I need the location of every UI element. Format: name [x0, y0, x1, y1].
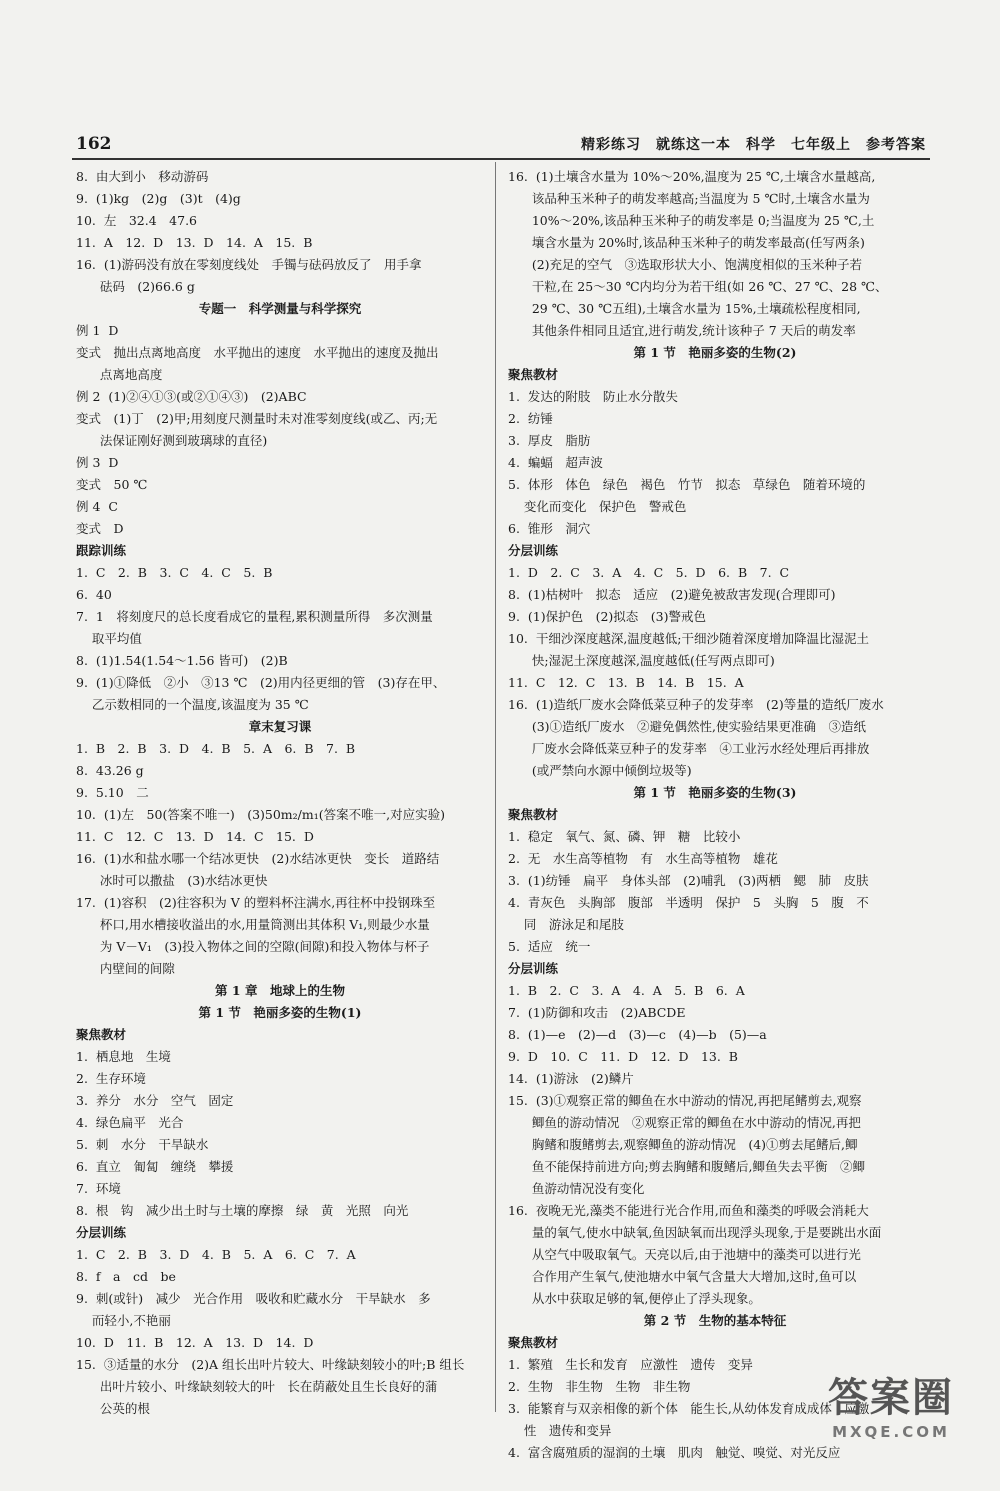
section-label: 聚焦教材 — [508, 1335, 559, 1350]
book-title: 精彩练习 就练这一本 科学 七年级上 参考答案 — [581, 137, 926, 153]
answer-line: 16. (1)游码没有放在零刻度线处 手镯与砝码放反了 用手拿 — [76, 257, 422, 272]
left-column — [76, 166, 484, 1420]
answer-line: 6. 直立 匍匐 缠绕 攀援 — [76, 1159, 234, 1174]
answer-line: 7. (1)防御和攻击 (2)ABCDE — [508, 1005, 686, 1020]
answer-line: 11. C 12. C 13. B 14. B 15. A — [508, 675, 744, 690]
answer-line: 内壁间的间隙 — [76, 961, 175, 976]
answer-line: 该品种玉米种子的萌发率越高;当温度为 5 ℃时,土壤含水量为 — [508, 191, 870, 206]
answer-line: 4. 蝙蝠 超声波 — [508, 455, 603, 470]
answer-line: 1. B 2. B 3. D 4. B 5. A 6. B 7. B — [76, 741, 356, 756]
answer-line: 变式 (1)丁 (2)甲;用刻度尺测量时未对准零刻度线(或乙、丙;无 — [76, 411, 438, 426]
answer-line: 1. 发达的附肢 防止水分散失 — [508, 389, 678, 404]
answer-line: 9. (1)kg (2)g (3)t (4)g — [76, 191, 241, 206]
answer-line: 例 1 D — [76, 323, 119, 338]
answer-line: 1. C 2. B 3. D 4. B 5. A 6. C 7. A — [76, 1247, 356, 1262]
answer-line: 鱼不能保持前进方向;剪去胸鳍和腹鳍后,鲫鱼失去平衡 ②鲫 — [508, 1159, 866, 1174]
answer-line: 壤含水量为 20%时,该品种玉米种子的萌发率最高(任写两条) — [508, 235, 865, 250]
answer-line: 11. A 12. D 13. D 14. A 15. B — [76, 235, 313, 250]
answer-line: 厂废水会降低菜豆种子的发芽率 ④工业污水经处理后再排放 — [508, 741, 870, 756]
answer-line: 变式 D — [76, 521, 124, 536]
answer-line: 点离地高度 — [76, 367, 163, 382]
answer-line: 5. 适应 统一 — [508, 939, 591, 954]
watermark-title: 答案圈 — [828, 1375, 954, 1421]
answer-line: 胸鳍和腹鳍剪去,观察鲫鱼的游动情况 (4)①剪去尾鳍后,鲫 — [508, 1137, 858, 1152]
answer-line: 7. 环境 — [76, 1181, 121, 1196]
answer-line: 16. (1)土壤含水量为 10%～20%,温度为 25 ℃,土壤含水量越高, — [508, 169, 876, 184]
answer-line: 鲫鱼的游动情况 ②观察正常的鲫鱼在水中游动的情况,再把 — [508, 1115, 861, 1130]
answer-line: 干粒,在 25～30 ℃内均分为若干组(如 26 ℃、27 ℃、28 ℃、 — [508, 279, 888, 294]
answer-line: 1. 栖息地 生境 — [76, 1049, 171, 1064]
answer-line: 8. (1)—e (2)—d (3)—c (4)—b (5)—a — [508, 1027, 767, 1042]
answer-line: 法保证刚好测到玻璃球的直径) — [76, 433, 268, 448]
answer-line: 乙示数相同的一个温度,该温度为 35 ℃ — [76, 697, 309, 712]
section-label: 分层训练 — [508, 961, 559, 976]
answer-line: 砝码 (2)66.6 g — [76, 279, 195, 294]
answer-line: 4. 绿色扁平 光合 — [76, 1115, 184, 1130]
answer-line: 其他条件相同且适宜,进行萌发,统计该种子 7 天后的萌发率 — [508, 323, 856, 338]
answer-line: 快;湿泥土深度越深,温度越低(任写两点即可) — [508, 653, 775, 668]
answer-line: 冰时可以撒盐 (3)水结冰更快 — [76, 873, 268, 888]
header-rule — [72, 158, 930, 160]
answer-line: 6. 锥形 洞穴 — [508, 521, 591, 536]
section-label: 分层训练 — [76, 1225, 127, 1240]
answer-line: 10%～20%,该品种玉米种子的萌发率是 0;当温度为 25 ℃,土 — [508, 213, 875, 228]
answer-line: 为 V－V₁ (3)投入物体之间的空隙(间隙)和投入物体与杯子 — [76, 939, 430, 954]
answer-line: 9. (1)保护色 (2)拟态 (3)警戒色 — [508, 609, 706, 624]
answer-line: 29 ℃、30 ℃五组),土壤含水量为 15%,土壤疏松程度相同, — [508, 301, 861, 316]
answer-line: 例 2 (1)②④①③(或②①④③) (2)ABC — [76, 389, 307, 404]
answer-line: 3. 养分 水分 空气 固定 — [76, 1093, 234, 1108]
answer-line: 变化而变化 保护色 警戒色 — [508, 499, 687, 514]
answer-line: 5. 体形 体色 绿色 褐色 竹节 拟态 草绿色 随着环境的 — [508, 477, 866, 492]
answer-line: 而轻小,不艳丽 — [76, 1313, 171, 1328]
answer-line: (2)充足的空气 ③选取形状大小、饱满度相似的玉米种子若 — [508, 257, 863, 272]
answer-line: 合作用产生氧气,使池塘水中氧气含量大大增加,这时,鱼可以 — [508, 1269, 857, 1284]
answer-line: 16. 夜晚无光,藻类不能进行光合作用,而鱼和藻类的呼吸会消耗大 — [508, 1203, 869, 1218]
watermark-logo — [828, 1366, 954, 1441]
answer-line: 鱼游动情况没有变化 — [508, 1181, 645, 1196]
answer-line: 3. (1)纺锤 扁平 身体头部 (2)哺乳 (3)两栖 鳃 肺 皮肤 — [508, 873, 869, 888]
section-heading: 第 2 节 生物的基本特征 — [643, 1313, 787, 1328]
answer-line: 2. 纺锤 — [508, 411, 553, 426]
answer-line: 14. (1)游泳 (2)鳞片 — [508, 1071, 634, 1086]
answer-line: 8. 43.26 g — [76, 763, 144, 778]
section-heading: 第 1 节 艳丽多姿的生物(3) — [633, 785, 797, 800]
answer-line: 11. C 12. C 13. D 14. C 15. D — [76, 829, 314, 844]
answer-line: 8. 由大到小 移动游码 — [76, 169, 209, 184]
answer-line: 7. 1 将刻度尺的总长度看成它的量程,累积测量所得 多次测量 — [76, 609, 433, 624]
answer-line: 8. 根 钩 减少出土时与土壤的摩擦 绿 黄 光照 向光 — [76, 1203, 409, 1218]
page-header — [76, 126, 926, 160]
answer-line: 9. D 10. C 11. D 12. D 13. B — [508, 1049, 738, 1064]
answer-line: 量的氧气,使水中缺氧,鱼因缺氧而出现浮头现象,于是要跳出水面 — [508, 1225, 882, 1240]
answer-line: 17. (1)容积 (2)往容积为 V 的塑料杯注满水,再往杯中投钢珠至 — [76, 895, 436, 910]
answer-line: 10. 干细沙深度越深,温度越低;干细沙随着深度增加降温比湿泥土 — [508, 631, 870, 646]
answer-line: 6. 40 — [76, 587, 112, 602]
answer-line: 例 4 C — [76, 499, 118, 514]
answer-line: 性 遗传和变异 — [508, 1423, 612, 1438]
answer-line: 公英的根 — [76, 1401, 150, 1416]
answer-line: 同 游泳足和尾肢 — [508, 917, 624, 932]
answer-line: 16. (1)造纸厂废水会降低菜豆种子的发芽率 (2)等量的造纸厂废水 — [508, 697, 884, 712]
answer-line: 2. 生存环境 — [76, 1071, 146, 1086]
answer-line: 1. 稳定 氧气、氮、磷、钾 糖 比较小 — [508, 829, 741, 844]
answer-line: 8. f a cd be — [76, 1269, 176, 1284]
answer-line: 1. B 2. C 3. A 4. A 5. B 6. A — [508, 983, 745, 998]
answer-line: 3. 能繁育与双亲相像的新个体 能生长,从幼体发育成成体 应激 — [508, 1401, 870, 1416]
answer-line: 9. (1)①降低 ②小 ③13 ℃ (2)用内径更细的管 (3)存在甲、 — [76, 675, 446, 690]
answer-line: 8. (1)1.54(1.54～1.56 皆可) (2)B — [76, 653, 288, 668]
answer-line: 9. 5.10 二 — [76, 785, 149, 800]
answer-line: 例 3 D — [76, 455, 119, 470]
answer-line: 1. D 2. C 3. A 4. C 5. D 6. B 7. C — [508, 565, 790, 580]
section-label: 跟踪训练 — [76, 543, 127, 558]
watermark-url: MXQE.COM — [832, 1423, 950, 1441]
answer-line: 10. 左 32.4 47.6 — [76, 213, 197, 228]
answer-line: 变式 50 ℃ — [76, 477, 148, 492]
answer-line: 2. 生物 非生物 生物 非生物 — [508, 1379, 691, 1394]
answer-line: 16. (1)水和盐水哪一个结冰更快 (2)水结冰更快 变长 道路结 — [76, 851, 440, 866]
section-label: 分层训练 — [508, 543, 559, 558]
answer-line: 10. (1)左 50(答案不唯一) (3)50m₂/m₁(答案不唯一,对应实验) — [76, 807, 445, 822]
answer-line: 9. 刺(或针) 减少 光合作用 吸收和贮藏水分 干旱缺水 多 — [76, 1291, 431, 1306]
answer-line: 从水中获取足够的氧,便停止了浮头现象。 — [508, 1291, 761, 1306]
answer-line: 8. (1)枯树叶 拟态 适应 (2)避免被敌害发现(合理即可) — [508, 587, 836, 602]
section-heading: 专题一 科学测量与科学探究 — [198, 301, 362, 316]
answer-line: 杯口,用水槽接收溢出的水,用量筒测出其体积 V₁,则最少水量 — [76, 917, 430, 932]
answer-line: 15. (3)①观察正常的鲫鱼在水中游动的情况,再把尾鳍剪去,观察 — [508, 1093, 862, 1108]
section-label: 聚焦教材 — [508, 807, 559, 822]
section-heading: 第 1 章 地球上的生物 — [215, 983, 345, 998]
answer-line: 4. 青灰色 头胸部 腹部 半透明 保护 5 头胸 5 腹 不 — [508, 895, 869, 910]
answer-line: 4. 富含腐殖质的湿润的土壤 肌肉 触觉、嗅觉、对光反应 — [508, 1445, 841, 1460]
right-column — [508, 166, 922, 1464]
answer-line: 出叶片较小、叶缘缺刻较大的叶 长在荫蔽处且生长良好的蒲 — [76, 1379, 438, 1394]
answer-line: (或严禁向水源中倾倒垃圾等) — [508, 763, 692, 778]
answer-line: 2. 无 水生高等植物 有 水生高等植物 雄花 — [508, 851, 778, 866]
answer-line: 15. ③适量的水分 (2)A 组长出叶片较大、叶缘缺刻较小的叶;B 组长 — [76, 1357, 465, 1372]
page-number: 162 — [76, 134, 112, 154]
section-label: 聚焦教材 — [508, 367, 559, 382]
answer-line: 5. 刺 水分 干旱缺水 — [76, 1137, 209, 1152]
section-heading: 章末复习课 — [248, 719, 312, 734]
answer-line: 变式 抛出点离地高度 水平抛出的速度 水平抛出的速度及抛出 — [76, 345, 439, 360]
section-heading: 第 1 节 艳丽多姿的生物(1) — [198, 1005, 362, 1020]
section-label: 聚焦教材 — [76, 1027, 127, 1042]
answer-line: 10. D 11. B 12. A 13. D 14. D — [76, 1335, 314, 1350]
column-divider — [495, 162, 496, 1412]
section-heading: 第 1 节 艳丽多姿的生物(2) — [633, 345, 797, 360]
answer-line: 1. C 2. B 3. C 4. C 5. B — [76, 565, 273, 580]
answer-line: 从空气中吸取氧气。天亮以后,由于池塘中的藻类可以进行光 — [508, 1247, 861, 1262]
answer-line: (3)①造纸厂废水 ②避免偶然性,使实验结果更准确 ③造纸 — [508, 719, 867, 734]
answer-line: 3. 厚皮 脂肪 — [508, 433, 591, 448]
answer-line: 1. 繁殖 生长和发育 应激性 遗传 变异 — [508, 1357, 753, 1372]
answer-line: 取平均值 — [76, 631, 142, 646]
